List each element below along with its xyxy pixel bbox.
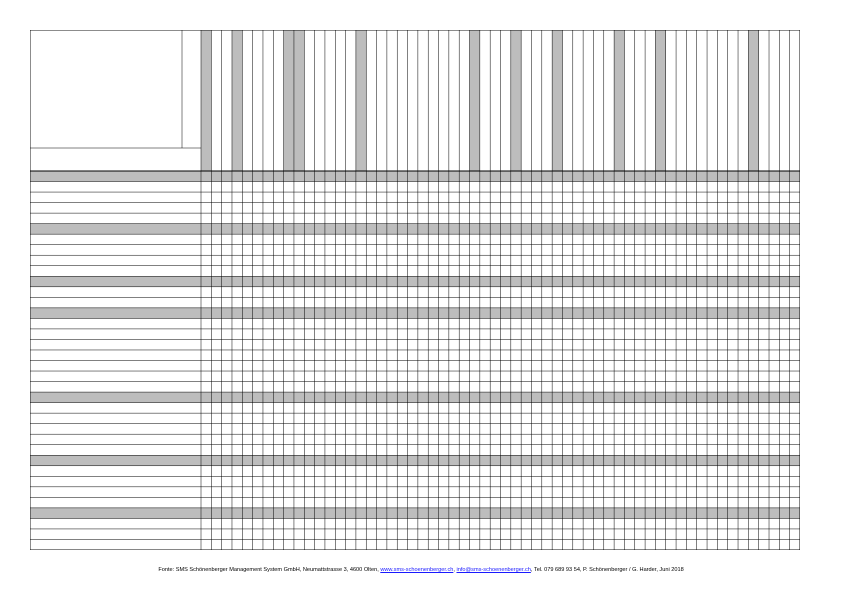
website-link[interactable]: www.sms-schoenenberger.ch [380, 567, 454, 573]
column-header-fill [356, 30, 366, 171]
section-row-fill [30, 276, 800, 287]
section-row-fill [30, 171, 800, 182]
column-header-fill [614, 30, 624, 171]
footer-separator: , [453, 567, 457, 573]
column-header-fill [201, 30, 211, 171]
column-header-fill [232, 30, 242, 171]
section-row-fill [30, 308, 800, 319]
column-header-fill [470, 30, 480, 171]
section-row-fill [30, 392, 800, 403]
footer [0, 567, 842, 573]
email-link[interactable]: info@sms-schoenenberger.ch [456, 567, 531, 573]
column-header-fill [748, 30, 758, 171]
section-row-fill [30, 508, 800, 519]
section-row-fill [30, 224, 800, 235]
column-header-fill [294, 30, 304, 171]
correlation-matrix [30, 30, 800, 550]
section-row-fill [30, 455, 800, 466]
column-header-fill [511, 30, 521, 171]
column-header-fill [655, 30, 665, 171]
matrix-border [30, 30, 800, 550]
column-header-fill [552, 30, 562, 171]
footer-suffix: , Tel. 079 689 93 54, P. Schönenberger / G. Harder, Juni 2018 [530, 567, 684, 573]
footer-prefix: Fonte: SMS Schönenberger Management System GmbH, Neumattstrasse 3, 4600 Olten, [158, 567, 381, 573]
column-header-fill [284, 30, 294, 171]
